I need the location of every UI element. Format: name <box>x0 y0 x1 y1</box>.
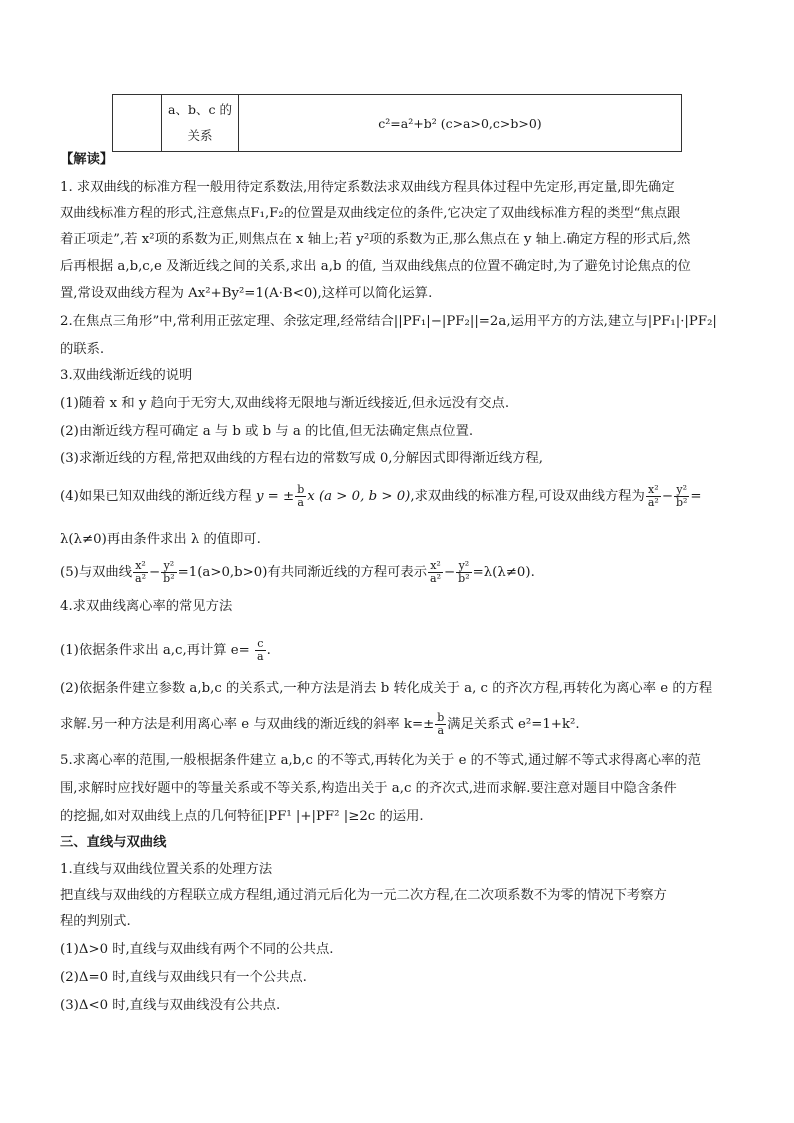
item-1-text-b: . <box>266 643 271 658</box>
minus-sign: − <box>661 489 673 504</box>
item-4-y: y = ± <box>255 489 295 504</box>
p1-line-4: 后再根据 a,b,c,e 及渐近线之间的关系,求出 a,b 的值, 当双曲线焦点的位置不确定时,为了避免讨论焦点的位 <box>60 259 691 274</box>
frac-num: b <box>437 711 445 724</box>
p1-line-3: 着正项走”,若 x²项的系数为正,则焦点在 x 轴上;若 y²项的系数为正,那么焦点在 y 轴上.确定方程的形式后,然 <box>60 232 691 247</box>
table-row <box>113 95 682 152</box>
case-delta-negative: (3)Δ<0 时,直线与双曲线没有公共点. <box>60 998 281 1013</box>
section-heading-jiedu: 【解读】 <box>60 152 114 167</box>
p3-item-2: (2)由渐近线方程可确定 a 与 b 或 b 与 a 的比值,但无法确定焦点位置. <box>60 424 474 439</box>
frac-den: a <box>257 650 264 663</box>
table-cell-formula: c²=a²+b² (c>a>0,c>b>0) <box>239 95 682 152</box>
frac-den: b² <box>163 572 175 585</box>
minus-sign: − <box>149 565 161 580</box>
minus-sign: − <box>444 565 456 580</box>
frac-num: x² <box>646 484 661 497</box>
frac-den: b² <box>458 572 470 585</box>
table-cell-empty <box>113 95 162 152</box>
p3-title: 3.双曲线渐近线的说明 <box>60 368 193 383</box>
frac-num: b <box>297 483 305 496</box>
item-4-condition: x (a > 0, b > 0) <box>307 489 411 504</box>
case-delta-positive: (1)Δ>0 时,直线与双曲线有两个不同的公共点. <box>60 942 334 957</box>
section-3-subtitle: 1.直线与双曲线位置关系的处理方法 <box>60 862 273 877</box>
p2-line-2: 的联系. <box>60 342 105 357</box>
p3-item-5 <box>60 560 535 585</box>
item-4-text-a: (4)如果已知双曲线的渐近线方程 <box>60 489 252 504</box>
frac-den: b² <box>675 496 688 509</box>
frac-den: a² <box>135 572 146 585</box>
fraction-x2-a2 <box>428 560 443 585</box>
section-3-title: 三、直线与双曲线 <box>60 835 167 850</box>
p5-line-3: 的挖掘,如对双曲线上点的几何特征|PF¹ |+|PF² |≥2c 的运用. <box>60 809 424 824</box>
section-3-line-2: 程的判别式. <box>60 914 131 929</box>
item-5-text-b: =1(a>0,b>0)有共同渐近线的方程可表示 <box>177 565 428 580</box>
p3-item-3: (3)求渐近线的方程,常把双曲线的方程右边的常数写成 0,分解因式即得渐近线方程, <box>60 451 543 466</box>
relation-table <box>112 94 682 152</box>
frac-num: y² <box>456 560 471 573</box>
frac-num: c <box>255 638 266 651</box>
p4-title: 4.求双曲线离心率的常见方法 <box>60 599 233 614</box>
p4-item-2-cont <box>60 712 580 737</box>
fraction-b-over-a <box>295 484 306 509</box>
p1-line-2: 双曲线标准方程的形式,注意焦点F₁,F₂的位置是双曲线定位的条件,它决定了双曲线标准方程的类型“焦点跟 <box>60 206 681 221</box>
p1-line-5: 置,常设双曲线方程为 Ax²+By²=1(A·B<0),这样可以简化运算. <box>60 286 433 301</box>
p2-line-1: 2.在焦点三角形”中,常利用正弦定理、余弦定理,经常结合||PF₁|−|PF₂||=2a,运用平方的方法,建立与|PF₁|·|PF₂| <box>60 314 717 329</box>
fraction-x2-a2 <box>133 560 148 585</box>
equals-sign: = <box>690 489 702 504</box>
fraction-x2-a2 <box>646 484 661 509</box>
p4-item-1 <box>60 638 271 663</box>
frac-num: x² <box>428 560 443 573</box>
section-3-line-1: 把直线与双曲线的方程联立成方程组,通过消元后化为一元二次方程,在二次项系数不为零的情况下考察方 <box>60 888 667 903</box>
p5-line-1: 5.求离心率的范围,一般根据条件建立 a,b,c 的不等式,再转化为关于 e 的不等式,通过解不等式求得离心率的范 <box>60 753 701 768</box>
frac-num: y² <box>674 484 689 497</box>
fraction-b-over-a <box>435 712 446 737</box>
frac-num: x² <box>133 560 148 573</box>
item-2-text-c: 满足关系式 e²=1+k². <box>447 717 580 732</box>
item-1-text-a: (1)依据条件求出 a,c,再计算 e= <box>60 643 250 658</box>
frac-num: y² <box>161 560 176 573</box>
frac-den: a² <box>647 496 659 509</box>
case-delta-zero: (2)Δ=0 时,直线与双曲线只有一个公共点. <box>60 970 307 985</box>
item-5-text-a: (5)与双曲线 <box>60 565 133 580</box>
fraction-y2-b2 <box>161 560 176 585</box>
table-cell-label <box>162 95 239 152</box>
fraction-y2-b2 <box>456 560 471 585</box>
fraction-y2-b2 <box>674 484 689 509</box>
p3-item-4-cont: λ(λ≠0)再由条件求出 λ 的值即可. <box>60 532 261 547</box>
item-2-text-b: 求解.另一种方法是利用离心率 e 与双曲线的渐近线的斜率 k=± <box>60 717 435 732</box>
p4-item-2: (2)依据条件建立参数 a,b,c 的关系式,一种方法是消去 b 转化成关于 a, c 的齐次方程,再转化为离心率 e 的方程 <box>60 681 713 696</box>
p1-line-1: 1. 求双曲线的标准方程一般用待定系数法,用待定系数法求双曲线方程具体过程中先定形,再定量,即先确定 <box>60 180 675 195</box>
p3-item-1: (1)随着 x 和 y 趋向于无穷大,双曲线将无限地与渐近线接近,但永远没有交点. <box>60 396 510 411</box>
p5-line-2: 围,求解时应找好题中的等量关系或不等关系,构造出关于 a,c 的齐次式,进而求解.要注意对题目中隐含条件 <box>60 781 677 796</box>
frac-den: a <box>437 724 445 737</box>
label-line-1: a、b、c 的 <box>168 102 232 117</box>
fraction-c-over-a <box>255 638 266 663</box>
frac-den: a <box>297 496 304 509</box>
item-4-text-d: ,求双曲线的标准方程,可设双曲线方程为 <box>410 489 645 504</box>
p3-item-4 <box>60 484 702 509</box>
item-5-text-c: =λ(λ≠0). <box>472 565 535 580</box>
frac-den: a² <box>430 572 441 585</box>
label-line-2: 关系 <box>187 128 213 143</box>
